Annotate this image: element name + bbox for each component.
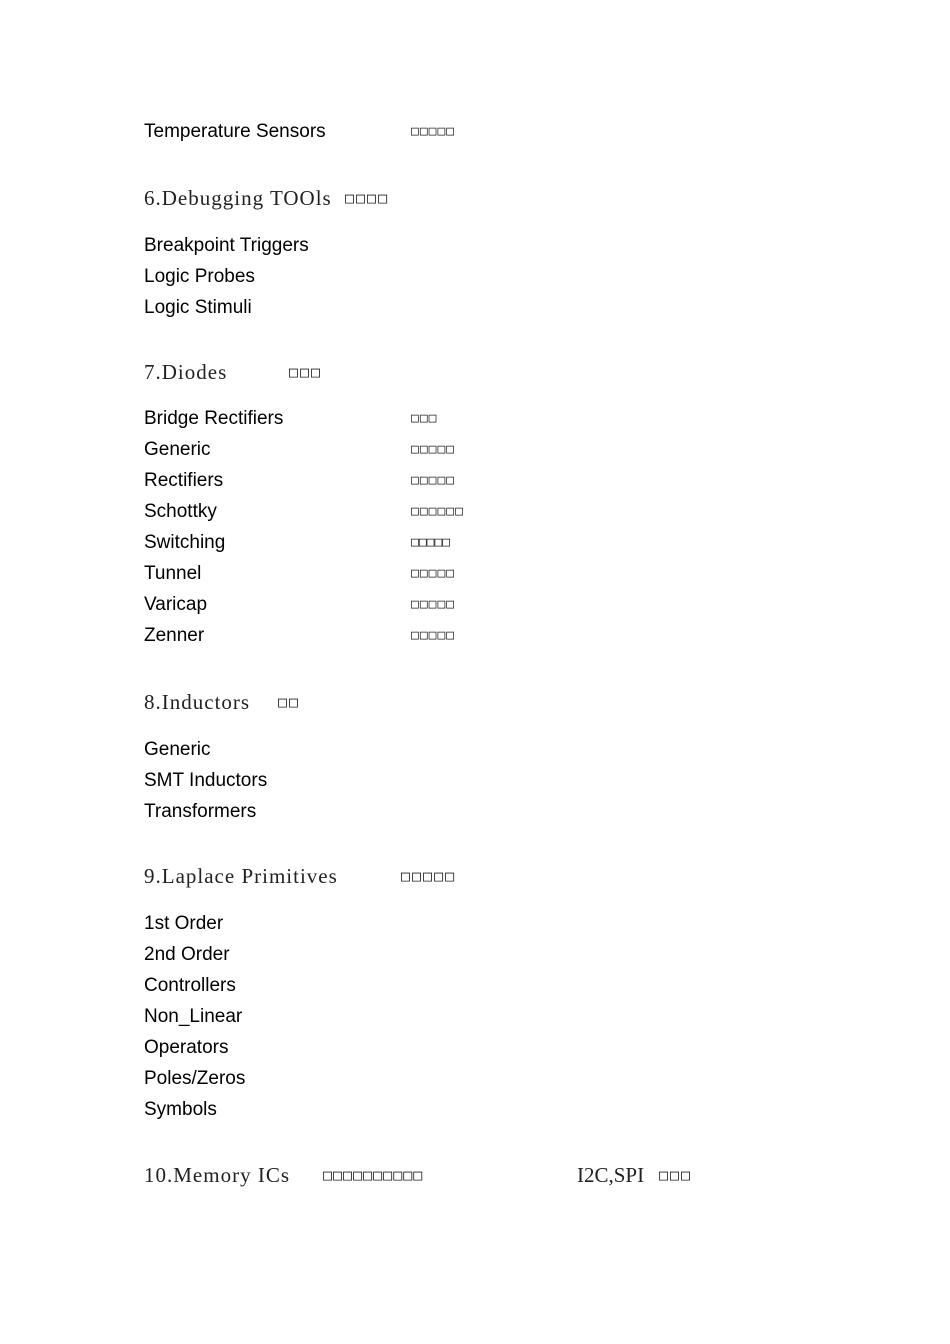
- list-item-temperature-sensors: Temperature Sensors: [144, 121, 326, 142]
- list-item-cn-text: □□□□□□: [411, 504, 464, 519]
- list-item: Poles/Zeros: [144, 1068, 246, 1089]
- list-item-cn-text: □□□□□: [411, 566, 456, 581]
- section-heading-memory: 10.Memory ICs: [144, 1163, 290, 1187]
- list-item: Bridge Rectifiers: [144, 408, 284, 429]
- list-item: Non_Linear: [144, 1006, 243, 1027]
- section-heading-cn: □□□: [289, 363, 323, 381]
- list-item: Zenner: [144, 625, 205, 646]
- list-item-cn-text: □□□□□: [411, 442, 456, 457]
- section-heading-debugging: 6.Debugging TOOls: [144, 186, 332, 210]
- section-heading-inductors: 8.Inductors: [144, 690, 251, 714]
- list-item: 2nd Order: [144, 944, 230, 965]
- list-item: Breakpoint Triggers: [144, 235, 309, 256]
- section-heading-laplace: 9.Laplace Primitives: [144, 864, 338, 888]
- section-heading-cn: □□□□□□□□□□: [323, 1166, 424, 1184]
- section-heading-extra-cn: □□□: [659, 1166, 693, 1184]
- list-item: 1st Order: [144, 913, 224, 934]
- list-item: Controllers: [144, 975, 236, 996]
- list-item: Schottky: [144, 501, 217, 522]
- list-item-cn-text: □□□□□: [411, 473, 456, 488]
- section-heading-diodes: 7.Diodes: [144, 360, 228, 384]
- list-item: Varicap: [144, 594, 208, 615]
- list-item: Operators: [144, 1037, 229, 1058]
- section-heading-extra: I2C,SPI: [577, 1163, 645, 1187]
- list-item: SMT Inductors: [144, 770, 268, 791]
- list-item: Rectifiers: [144, 470, 224, 491]
- list-item: Switching: [144, 532, 226, 553]
- list-item: Generic: [144, 439, 211, 460]
- list-item: Generic: [144, 739, 211, 760]
- list-item-cn-text: □□□□□: [411, 124, 456, 139]
- list-item: Symbols: [144, 1099, 217, 1120]
- list-item: Transformers: [144, 801, 257, 822]
- section-heading-cn: □□: [278, 693, 301, 711]
- list-item-cn-text: □□□: [411, 411, 438, 426]
- section-heading-cn: □□□□: [345, 189, 390, 207]
- list-item-cn-text: □□□□□: [411, 597, 456, 612]
- section-heading-cn: □□□□□: [401, 867, 457, 885]
- list-item-cn-text: □□□□□: [411, 628, 456, 643]
- list-item-cn-text: □□□□□: [411, 535, 451, 550]
- list-item: Logic Stimuli: [144, 297, 252, 318]
- list-item: Logic Probes: [144, 266, 255, 287]
- list-item: Tunnel: [144, 563, 202, 584]
